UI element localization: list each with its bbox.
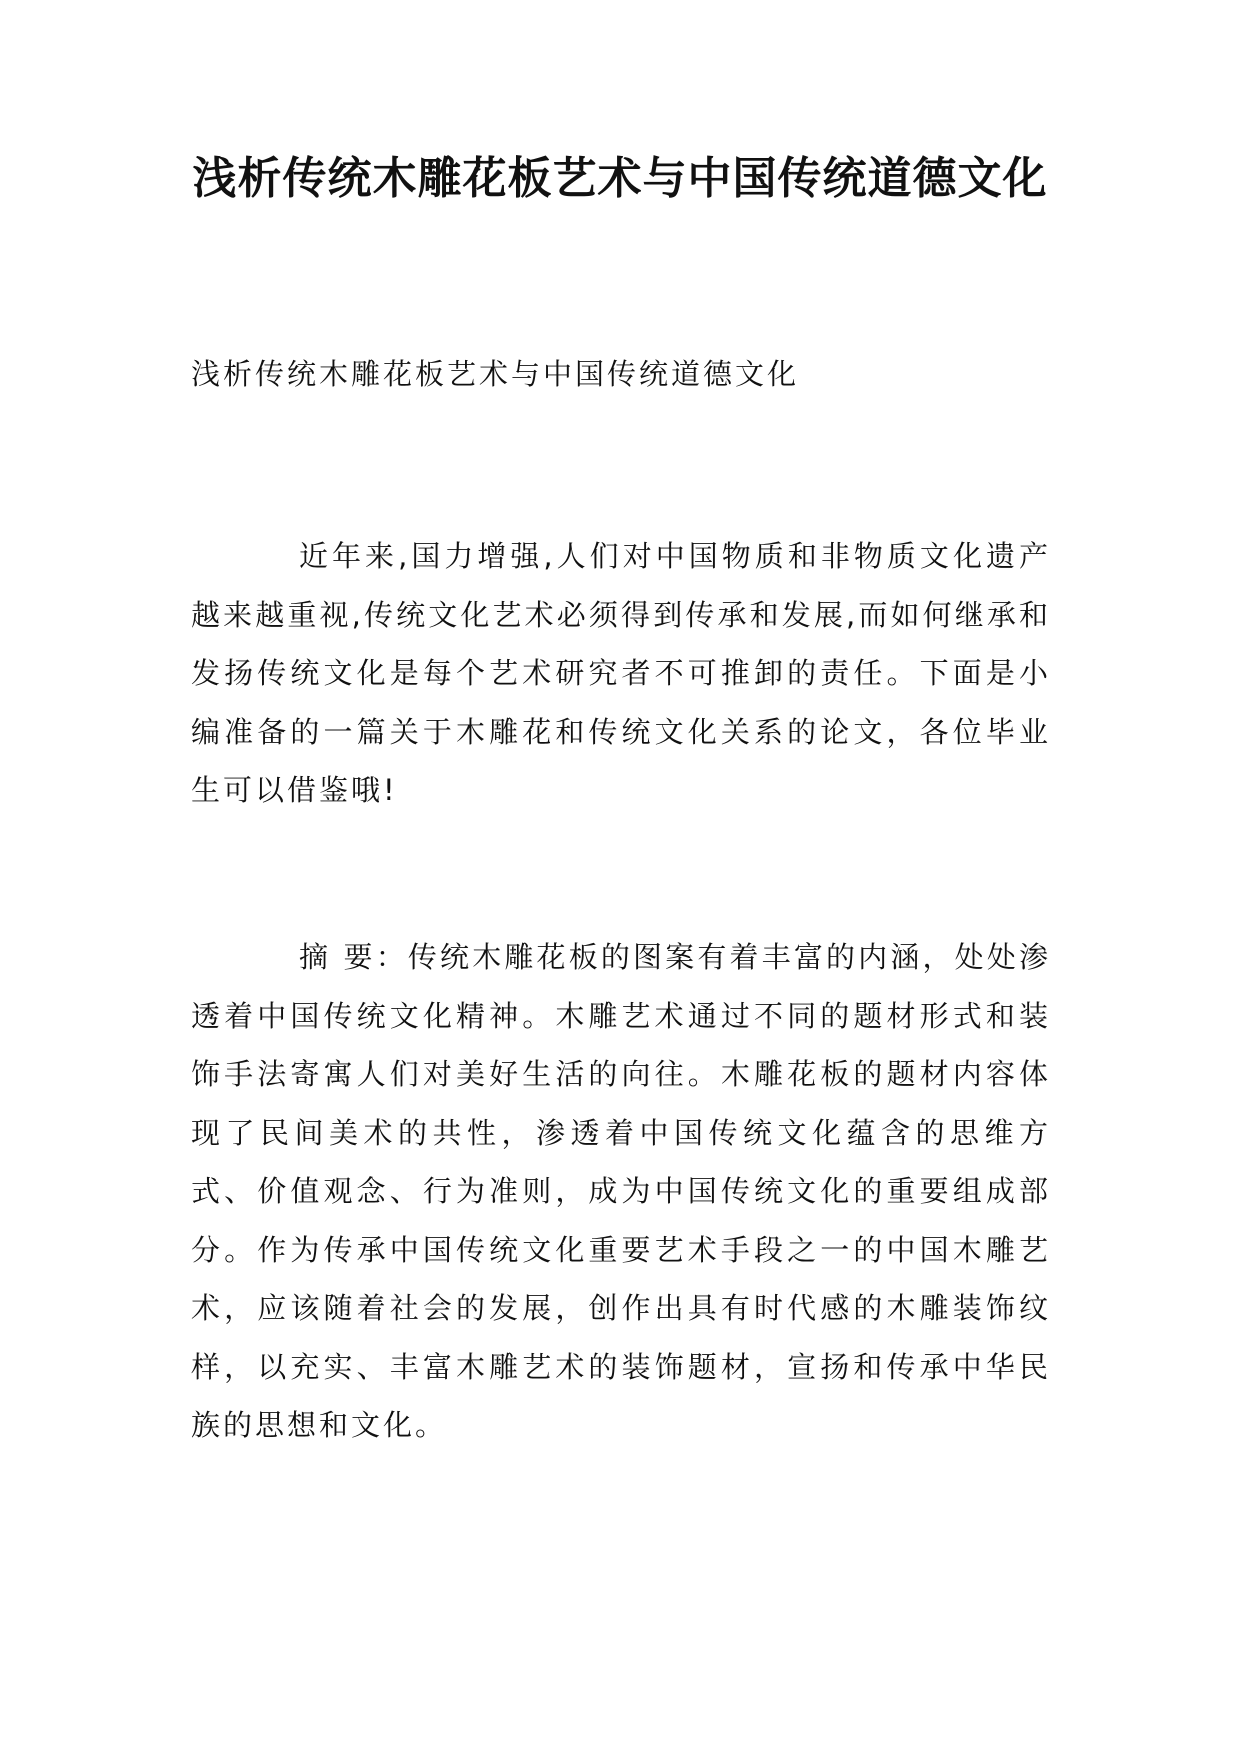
document-title: 浅析传统木雕花板艺术与中国传统道德文化 — [192, 153, 1048, 204]
abstract-paragraph: 摘 要：传统木雕花板的图案有着丰富的内涵，处处渗透着中国传统文化精神。木雕艺术通过不同的题材形式和装饰手法寄寓人们对美好生活的向往。木雕花板的题材内容体现了民间美术的共性，渗透着中国传统文化蕴含的思维方式、价值观念、行为准则，成为中国传统文化的重要组成部分。作为传承中国传统文化重要艺术手段之一的中国木雕艺术，应该随着社会的发展，创作出具有时代感的木雕装饰纹样，以充实、丰富木雕艺术的装饰题材，宣扬和传承中华民族的思想和文化。 — [191, 940, 1051, 1442]
intro-paragraph: 近年来,国力增强,人们对中国物质和非物质文化遗产越来越重视,传统文化艺术必须得到传承和发展,而如何继承和发扬传统文化是每个艺术研究者不可推卸的责任。下面是小编准备的一篇关于木雕花和传统文化关系的论文，各位毕业生可以借鉴哦! — [191, 539, 1051, 807]
document-subtitle: 浅析传统木雕花板艺术与中国传统道德文化 — [191, 357, 800, 391]
